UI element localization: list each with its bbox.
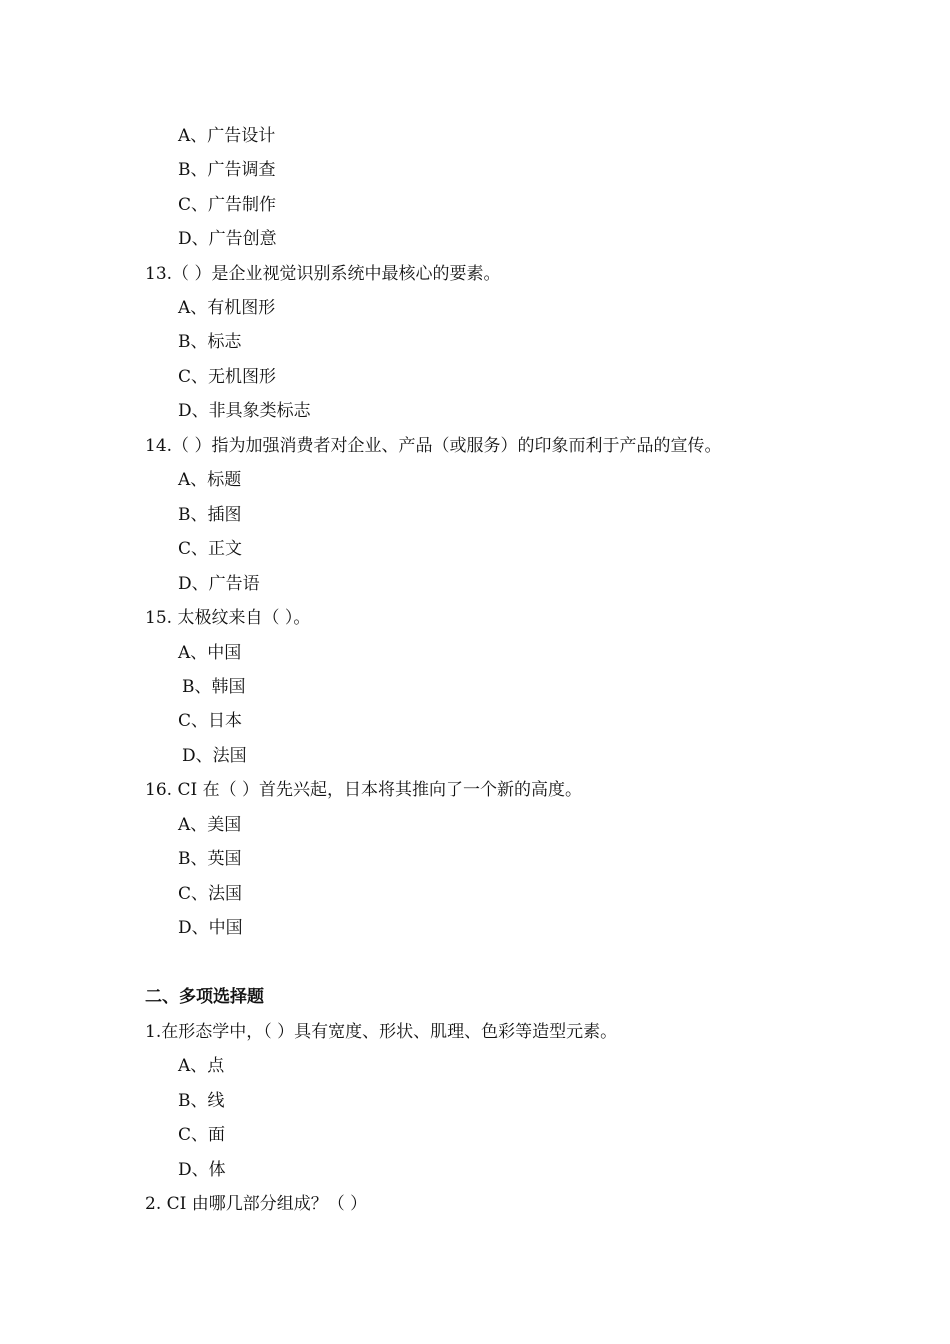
- option-d: D、广告语: [178, 574, 260, 594]
- section-heading: 二、多项选择题: [145, 987, 264, 1007]
- multi-question-2: 2. CI 由哪几部分组成？（ ）: [145, 1194, 368, 1214]
- option-a: A、广告设计: [178, 126, 276, 146]
- option-a: A、点: [178, 1056, 225, 1076]
- option-c: C、法国: [178, 884, 243, 904]
- option-d: D、中国: [178, 918, 243, 938]
- option-c: C、正文: [178, 539, 243, 559]
- option-a: A、标题: [178, 470, 242, 490]
- option-a: A、有机图形: [178, 298, 276, 318]
- question-13: 13.（ ）是企业视觉识别系统中最核心的要素。: [145, 264, 501, 284]
- option-b: B、韩国: [182, 677, 246, 697]
- option-b: B、英国: [178, 849, 242, 869]
- option-c: C、日本: [178, 711, 243, 731]
- option-d: D、体: [178, 1160, 226, 1180]
- option-d: D、广告创意: [178, 229, 277, 249]
- option-c: C、无机图形: [178, 367, 277, 387]
- option-b: B、线: [178, 1091, 225, 1111]
- option-b: B、标志: [178, 332, 242, 352]
- option-b: B、广告调查: [178, 160, 276, 180]
- option-c: C、广告制作: [178, 195, 277, 215]
- question-16: 16. CI 在（ ）首先兴起，日本将其推向了一个新的高度。: [145, 780, 582, 800]
- question-14: 14.（ ）指为加强消费者对企业、产品（或服务）的印象而利于产品的宣传。: [145, 436, 722, 456]
- question-15: 15. 太极纹来自（ ）。: [145, 608, 311, 628]
- multi-question-1: 1.在形态学中，（ ）具有宽度、形状、肌理、色彩等造型元素。: [145, 1022, 618, 1042]
- option-b: B、插图: [178, 505, 242, 525]
- option-a: A、美国: [178, 815, 242, 835]
- option-c: C、面: [178, 1125, 226, 1145]
- option-d: D、法国: [182, 746, 247, 766]
- option-a: A、中国: [178, 643, 242, 663]
- option-d: D、非具象类标志: [178, 401, 311, 421]
